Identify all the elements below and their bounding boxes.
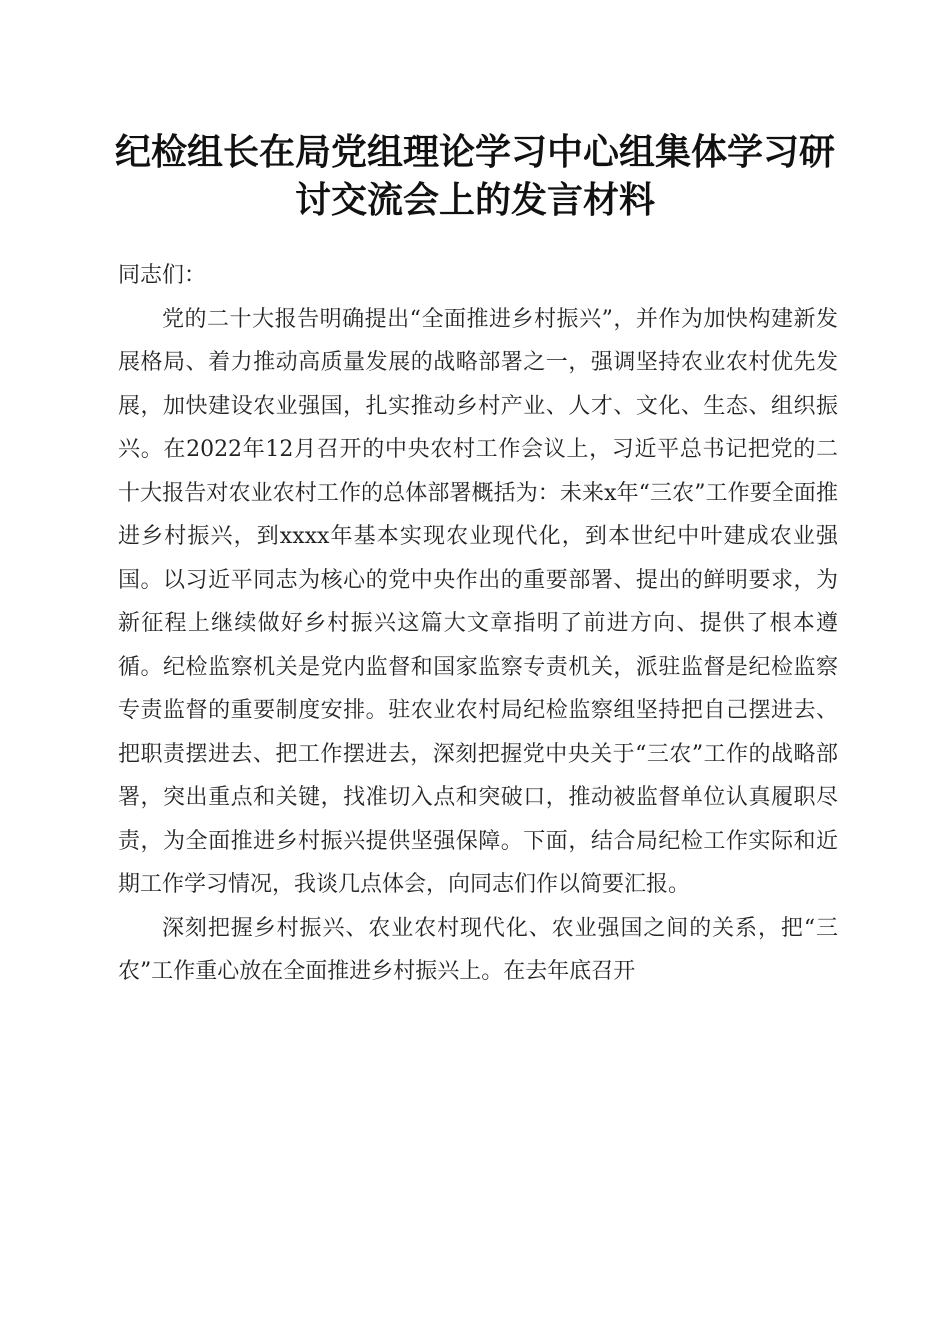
document-title (100, 128, 850, 224)
body-paragraph-1: 党的二十大报告明确提出“全面推进乡村振兴”，并作为加快构建新发展格局、着力推动高质量发展的战略部署之一，强调坚持农业农村优先发展，加快建设农业强国，扎实推动乡村产业、人才、文化、生态、组织振兴。在2022年12月召开的中央农村工作会议上，习近平总书记把党的二十大报告对农业农村工作的总体部署概括为：未来x年“三农”工作要全面推进乡村振兴，到xxxx年基本实现农业现代化，到本世纪中叶建成农业强国。以习近平同志为核心的党中央作出的重要部署、提出的鲜明要求，为新征程上继续做好乡村振兴这篇大文章指明了前进方向、提供了根本遵循。纪检监察机关是党内监督和国家监察专责机关，派驻监督是纪检监察专责监督的重要制度安排。驻农业农村局纪检监察组坚持把自己摆进去、把职责摆进去、把工作摆进去，深刻把握党中央关于“三农”工作的战略部署，突出重点和关键，找准切入点和突破口，推动被监督单位认真履职尽责，为全面推进乡村振兴提供坚强保障。下面，结合局纪检工作实际和近期工作学习情况，我谈几点体会，向同志们作以简要汇报。 (118, 306, 838, 897)
document-body (118, 254, 838, 994)
body-paragraph-2: 深刻把握乡村振兴、农业农村现代化、农业强国之间的关系，把“三农”工作重心放在全面推进乡村振兴上。在去年底召开 (118, 915, 838, 984)
title-line-2: 讨交流会上的发言材料 (294, 179, 655, 221)
title-line-1: 纪检组长在局党组理论学习中心组集体学习研 (114, 131, 835, 173)
salutation: 同志们： (118, 263, 207, 288)
